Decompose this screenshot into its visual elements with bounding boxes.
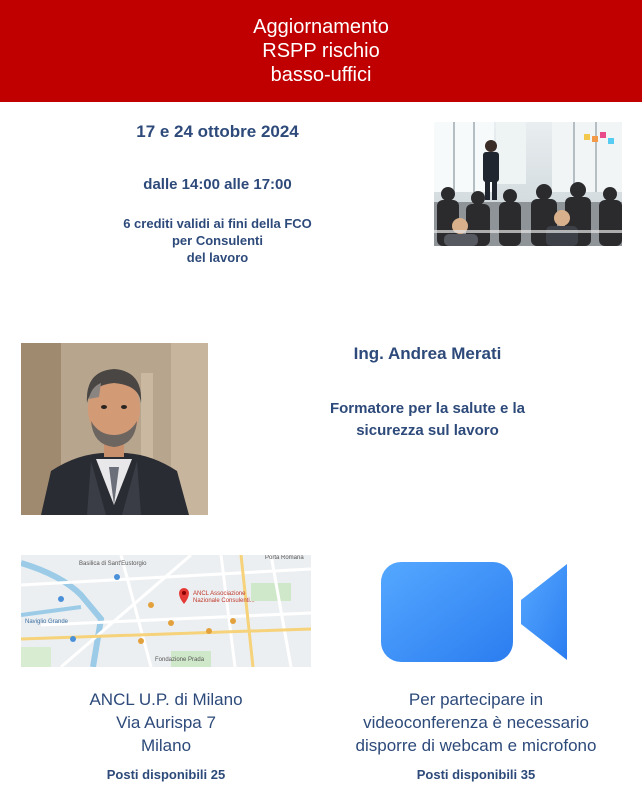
- seats-in-person: Posti disponibili 25: [106, 767, 226, 782]
- video-text-line-1: Per partecipare in: [408, 690, 544, 709]
- header-title-line-3: basso-uffici: [270, 64, 372, 86]
- event-credits: [90, 215, 345, 266]
- header-banner: [0, 0, 642, 102]
- video-text-line-2: videoconferenza è necessario: [363, 713, 589, 732]
- conference-audience-photo: [434, 122, 622, 246]
- location-address: [21, 688, 311, 757]
- speaker-role-line-1: Formatore per la salute e la: [329, 400, 526, 417]
- credits-line-1: 6 crediti validi ai fini della FCO: [123, 216, 312, 231]
- event-time: dalle 14:00 alle 17:00: [143, 176, 292, 193]
- video-text-line-3: disporre di webcam e microfono: [355, 736, 597, 755]
- map-label-porta-romana: Porta Romana: [265, 555, 304, 561]
- video-camera-icon: [381, 560, 571, 664]
- address-line-3: Milano: [140, 736, 192, 755]
- event-dates: 17 e 24 ottobre 2024: [136, 122, 299, 141]
- videoconference-info: [326, 688, 626, 757]
- credits-line-2: per Consulenti: [171, 233, 263, 248]
- header-title-line-2: RSPP rischio: [262, 40, 380, 62]
- map-thumbnail[interactable]: [21, 555, 311, 667]
- map-label-ancl: ANCL Associazione Nazionale Consulenti...: [193, 591, 255, 604]
- map-label-basilica: Basilica di Sant'Eustorgio: [79, 561, 147, 567]
- speaker-name: Ing. Andrea Merati: [353, 344, 502, 363]
- speaker-portrait-photo: [21, 343, 208, 515]
- seats-online: Posti disponibili 35: [416, 767, 536, 782]
- map-label-naviglio-grande: Naviglio Grande: [25, 619, 69, 625]
- map-label-fondazione-prada: Fondazione Prada: [155, 657, 205, 663]
- header-title-line-1: Aggiornamento: [253, 16, 389, 38]
- speaker-role: [290, 398, 565, 442]
- speaker-role-line-2: sicurezza sul lavoro: [356, 422, 499, 439]
- credits-line-3: del lavoro: [186, 250, 249, 265]
- address-line-1: ANCL U.P. di Milano: [89, 690, 243, 709]
- address-line-2: Via Aurispa 7: [116, 713, 216, 732]
